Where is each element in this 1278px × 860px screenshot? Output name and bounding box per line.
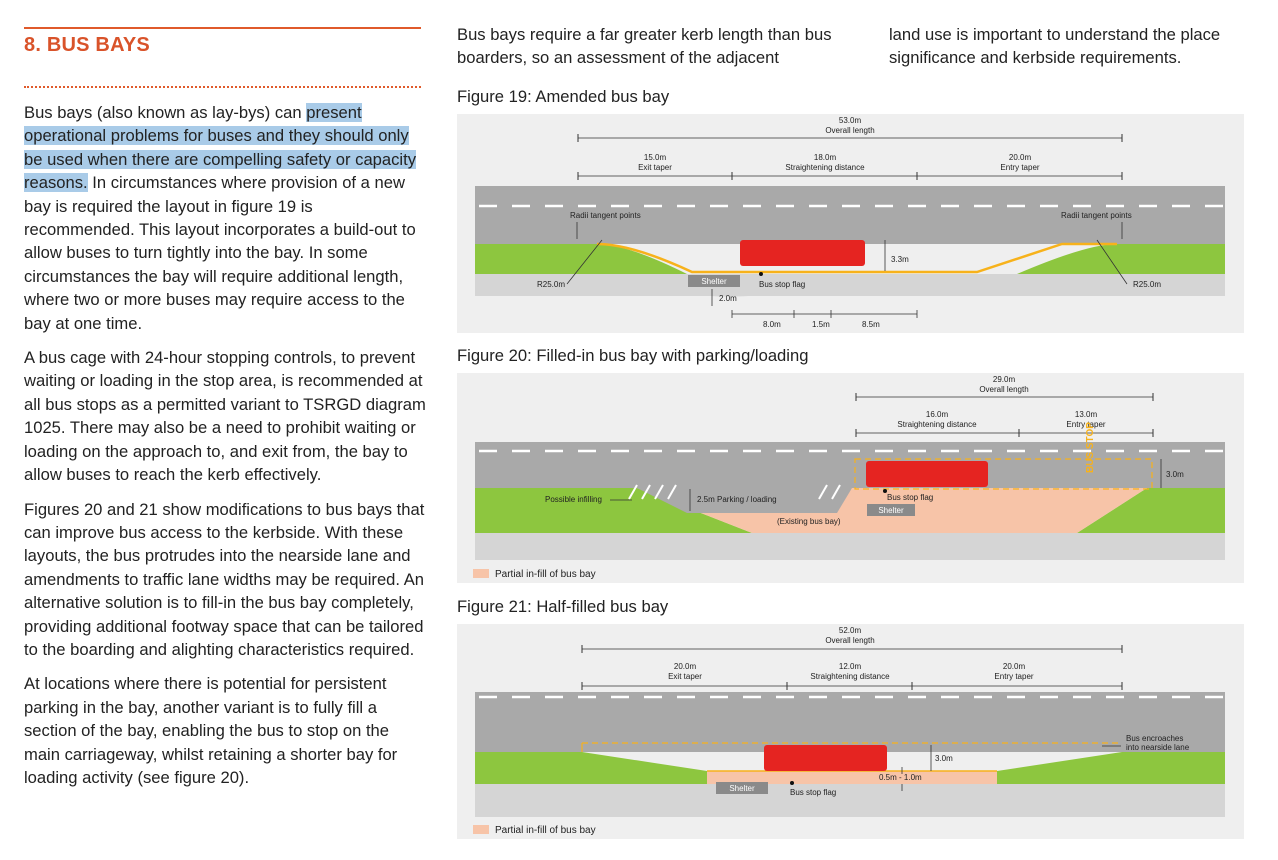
f19-r-right: R25.0m	[1133, 280, 1162, 289]
f21-shelter: Shelter	[729, 784, 755, 793]
figure-19-diagram	[457, 114, 1244, 333]
f20-overall-value: 29.0m	[992, 375, 1016, 384]
figure-20	[457, 373, 1244, 583]
paragraph-3: Figures 20 and 21 show modifications to bus bays that can improve bus access to the kerbside. With these layouts, the bus protrudes into the nearside lane and amendments to traffic lane widths may be required. An alternative solution is to fill-in the bus bay completely, providing additional footway space that can be tailored to the boarding and alighting characteristics required.	[24, 499, 425, 659]
figure-21-diagram	[457, 624, 1244, 839]
figure-19	[457, 114, 1244, 333]
f20-straight-value: 16.0m	[925, 410, 949, 419]
f21-legend-label: Partial in-fill of bus bay	[495, 825, 596, 836]
paragraph-4: At locations where there is potential for persistent parking in the bay, another variant is to fully fill a section of the bay, enabling the bus to stop on the main carriageway, whilst retaining a shorter bay for loading activity (see figure 20).	[24, 674, 398, 787]
f20-infill: Possible infilling	[545, 495, 602, 504]
f20-straight-label: Straightening distance	[897, 420, 977, 429]
f20-bus-stop-marking: BUS STOP	[1085, 422, 1096, 473]
highlighted-text[interactable]: present operational problems for buses and they should only be used when there are compelling safety or capacity reasons.	[24, 103, 417, 193]
paragraph-2: A bus cage with 24-hour stopping controls, to prevent waiting or loading in the stop area, is recommended at all bus stops as a permitted variant to TSRGD diagram 1025. There may also be a need to prohibit waiting or loading on the approach to, and exit from, the bay to allow buses to reach the kerb effectively.	[24, 348, 426, 485]
f19-footway: 2.0m	[719, 294, 737, 303]
f19-exit-value: 15.0m	[643, 153, 667, 162]
f20-existing: (Existing bus bay)	[777, 517, 841, 526]
figure-19-title: Figure 19: Amended bus bay	[457, 87, 670, 106]
top-text-a: Bus bays require a far greater kerb length than bus boarders, so an assessment of the adjacent	[457, 25, 832, 68]
f19-d1: 8.0m	[763, 320, 781, 329]
f21-overall-value: 52.0m	[838, 626, 862, 635]
f19-flag: Bus stop flag	[759, 280, 806, 289]
f19-shelter: Shelter	[701, 277, 727, 286]
f21-depth: 3.0m	[935, 754, 953, 763]
f20-legend-label: Partial in-fill of bus bay	[495, 569, 596, 580]
p1-start: Bus bays (also known as lay-bys) can	[24, 103, 307, 122]
f19-radii-left: Radii tangent points	[570, 211, 641, 220]
f19-r-left: R25.0m	[537, 280, 566, 289]
f19-entry-label: Entry taper	[1000, 163, 1040, 172]
f19-entry-value: 20.0m	[1008, 153, 1032, 162]
paragraph-1	[24, 101, 426, 335]
f20-shelter: Shelter	[878, 506, 904, 515]
f21-encroach-1: Bus encroaches	[1126, 734, 1184, 743]
f20-depth: 3.0m	[1166, 470, 1184, 479]
f20-overall-label: Overall length	[979, 385, 1029, 394]
f21-straight-value: 12.0m	[838, 662, 862, 671]
f21-exit-label: Exit taper	[668, 672, 702, 681]
section-heading: 8. BUS BAYS	[24, 34, 150, 56]
f19-d2: 1.5m	[812, 320, 830, 329]
f21-entry-label: Entry taper	[994, 672, 1034, 681]
f20-entry-label: Entry taper	[1066, 420, 1106, 429]
f19-overall-value: 53.0m	[838, 116, 862, 125]
top-text-b: land use is important to understand the place significance and kerbside requirements.	[889, 25, 1221, 68]
figure-21	[457, 624, 1244, 839]
heading-rule	[24, 27, 421, 29]
f19-exit-label: Exit taper	[638, 163, 672, 172]
f21-overall-label: Overall length	[825, 636, 875, 645]
dotted-divider	[24, 86, 421, 88]
f19-straight-label: Straightening distance	[785, 163, 865, 172]
f21-straight-label: Straightening distance	[810, 672, 890, 681]
f19-depth: 3.3m	[891, 255, 909, 264]
p1-end: In circumstances where provision of a new bay is required the layout in figure 19 is recommended. This layout incorporates a build-out to allow buses to turn tightly into the bay. In some circumstances the bay will require additional length, where two or more buses may require access to the bay at one time.	[24, 173, 416, 333]
f21-offset: 0.5m - 1.0m	[879, 773, 922, 782]
f19-d3: 8.5m	[862, 320, 880, 329]
figure-21-title: Figure 21: Half-filled bus bay	[457, 597, 669, 616]
figure-20-title: Figure 20: Filled-in bus bay with parking/loading	[457, 346, 809, 365]
f21-entry-value: 20.0m	[1002, 662, 1026, 671]
figure-20-diagram	[457, 373, 1244, 583]
left-column	[24, 101, 426, 800]
f20-entry-value: 13.0m	[1074, 410, 1098, 419]
f21-encroach-2: into nearside lane	[1126, 743, 1190, 752]
f19-straight-value: 18.0m	[813, 153, 837, 162]
f19-overall-label: Overall length	[825, 126, 875, 135]
f20-flag: Bus stop flag	[887, 493, 934, 502]
f19-radii-right: Radii tangent points	[1061, 211, 1132, 220]
f21-exit-value: 20.0m	[673, 662, 697, 671]
f20-parking: 2.5m Parking / loading	[697, 495, 777, 504]
f21-flag: Bus stop flag	[790, 788, 837, 797]
